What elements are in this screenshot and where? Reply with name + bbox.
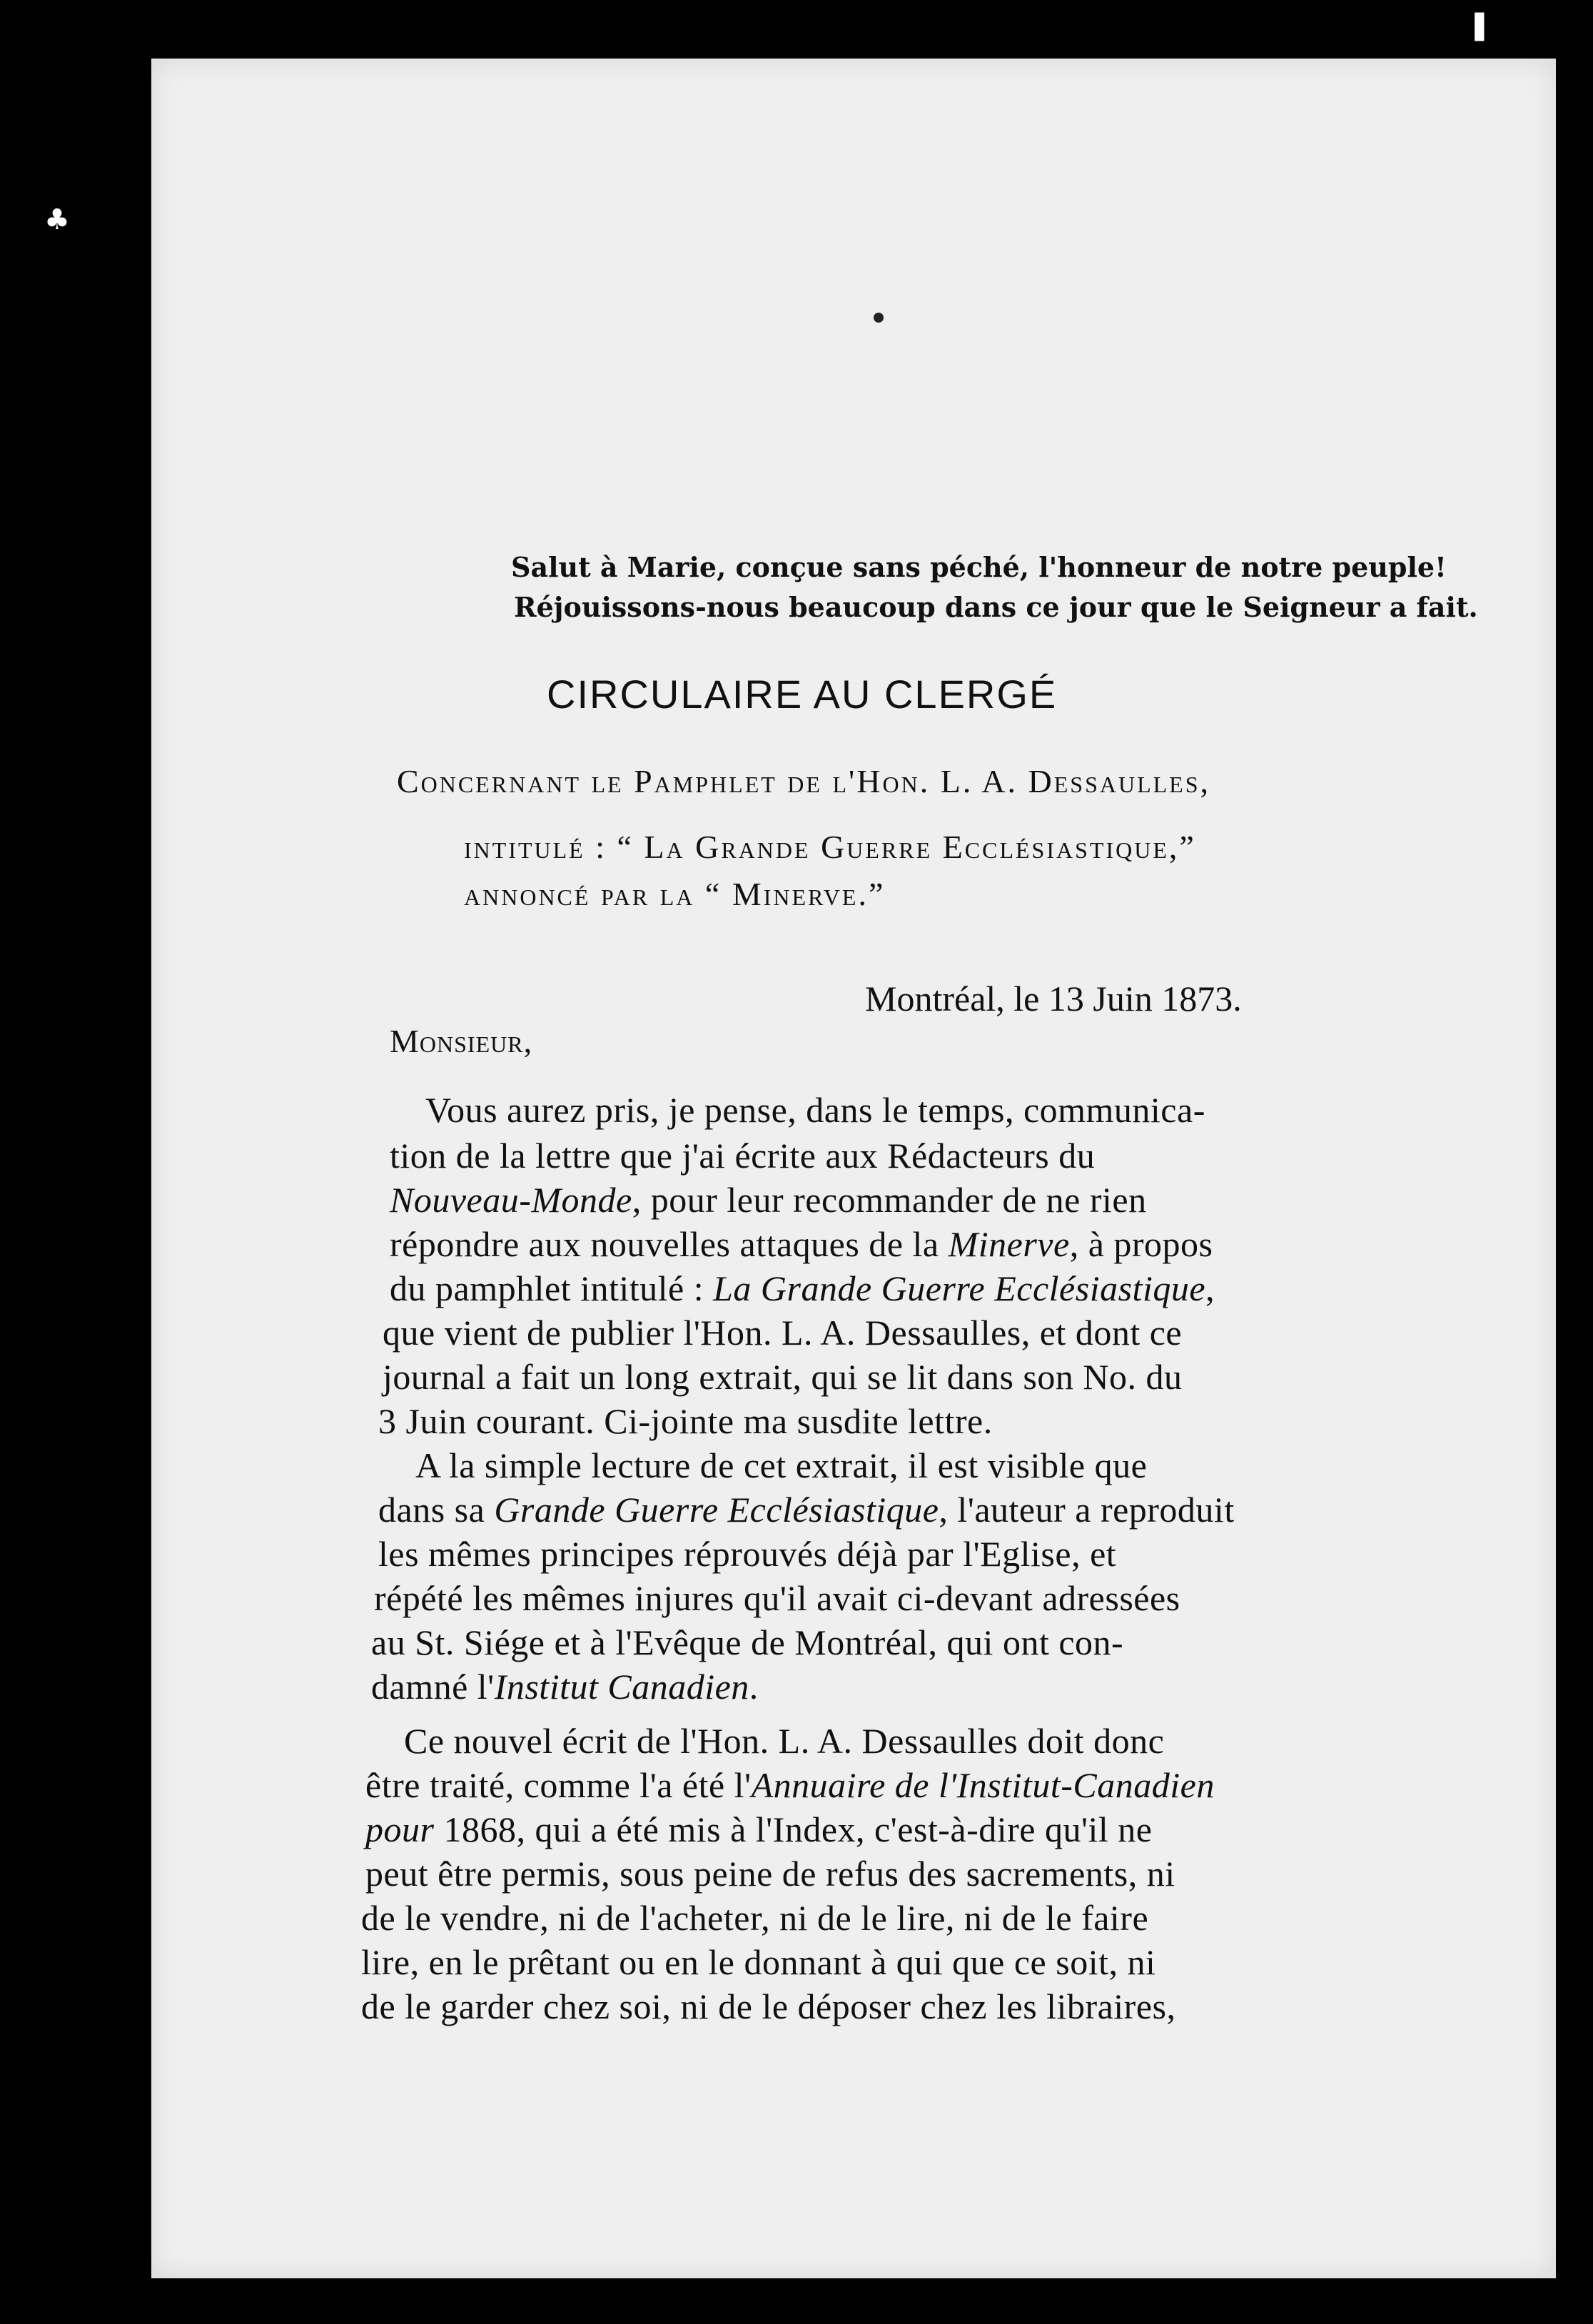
body-line: de le vendre, ni de l'acheter, ni de le lire, ni de le faire	[361, 1898, 1149, 1938]
body-line	[371, 1666, 759, 1707]
body-line: Ce nouvel écrit de l'Hon. L. A. Dessaulles doit donc	[404, 1721, 1165, 1761]
body-text: , à propos	[1069, 1224, 1213, 1264]
body-line	[390, 1268, 1215, 1309]
body-italic: Minerve	[948, 1224, 1070, 1264]
body-line: au St. Siége et à l'Evêque de Montréal, qui ont con-	[371, 1622, 1124, 1662]
subtitle-line-2: intitulé : “ La Grande Guerre Ecclésiastique,”	[464, 829, 1196, 865]
body-text: être traité, comme l'a été l'	[365, 1765, 752, 1805]
body-line	[378, 1489, 1235, 1530]
body-italic: Nouveau-Monde	[390, 1180, 632, 1220]
scan-speck-icon: ❚	[1467, 9, 1492, 41]
body-line: Vous aurez pris, je pense, dans le temps, communica-	[425, 1090, 1205, 1130]
salutation: Monsieur,	[390, 1023, 533, 1059]
body-text: dans sa	[378, 1490, 495, 1530]
body-italic: Grande Guerre Ecclésiastique	[494, 1490, 939, 1530]
body-text: .	[749, 1667, 759, 1707]
body-italic: Institut Canadien	[494, 1667, 749, 1707]
body-text: ,	[1205, 1268, 1215, 1308]
body-italic: La Grande Guerre Ecclésiastique	[713, 1268, 1206, 1308]
body-italic: Annuaire de l'Institut-Canadien	[751, 1765, 1215, 1805]
body-text: du pamphlet intitulé :	[390, 1268, 714, 1308]
body-line: tion de la lettre que j'ai écrite aux Rédacteurs du	[390, 1136, 1096, 1176]
body-line: A la simple lecture de cet extrait, il est visible que	[415, 1445, 1148, 1485]
scan-speck-icon: ♣	[44, 203, 70, 236]
body-line: lire, en le prêtant ou en le donnant à qui que ce soit, ni	[361, 1942, 1156, 1982]
body-line: 3 Juin courant. Ci-jointe ma susdite lettre.	[378, 1401, 993, 1441]
body-text: répondre aux nouvelles attaques de la	[390, 1224, 949, 1264]
body-line: que vient de publier l'Hon. L. A. Dessaulles, et dont ce	[383, 1313, 1183, 1353]
epigraph-line-1: Salut à Marie, conçue sans péché, l'honneur de notre peuple!	[511, 551, 1447, 583]
body-italic: pour	[365, 1809, 435, 1849]
body-line: les mêmes principes réprouvés déjà par l'Eglise, et	[378, 1534, 1117, 1574]
body-text: damné l'	[371, 1667, 495, 1707]
subtitle-line-3: annoncé par la “ Minerve.”	[464, 876, 886, 912]
body-line: journal a fait un long extrait, qui se lit dans son No. du	[383, 1357, 1183, 1397]
page-dot	[874, 313, 884, 323]
body-line: répété les mêmes injures qu'il avait ci-devant adressées	[374, 1578, 1180, 1618]
letter-date: Montréal, le 13 Juin 1873.	[865, 979, 1242, 1019]
body-text: , pour leur recommander de ne rien	[632, 1180, 1147, 1220]
page-title: CIRCULAIRE AU CLERGÉ	[547, 672, 1058, 717]
subtitle-line-1: Concernant le Pamphlet de l'Hon. L. A. Dessaulles,	[397, 763, 1211, 799]
body-line: peut être permis, sous peine de refus des sacrements, ni	[365, 1854, 1175, 1894]
body-line	[390, 1179, 1147, 1221]
body-text: 1868, qui a été mis à l'Index, c'est-à-dire qu'il ne	[434, 1809, 1153, 1849]
body-line	[365, 1809, 1152, 1850]
epigraph-line-2: Réjouissons-nous beaucoup dans ce jour que le Seigneur a fait.	[514, 591, 1478, 623]
body-line	[390, 1223, 1213, 1265]
body-text: , l'auteur a reproduit	[939, 1490, 1235, 1530]
body-line	[365, 1764, 1215, 1806]
body-line: de le garder chez soi, ni de le déposer chez les libraires,	[361, 1986, 1176, 2026]
